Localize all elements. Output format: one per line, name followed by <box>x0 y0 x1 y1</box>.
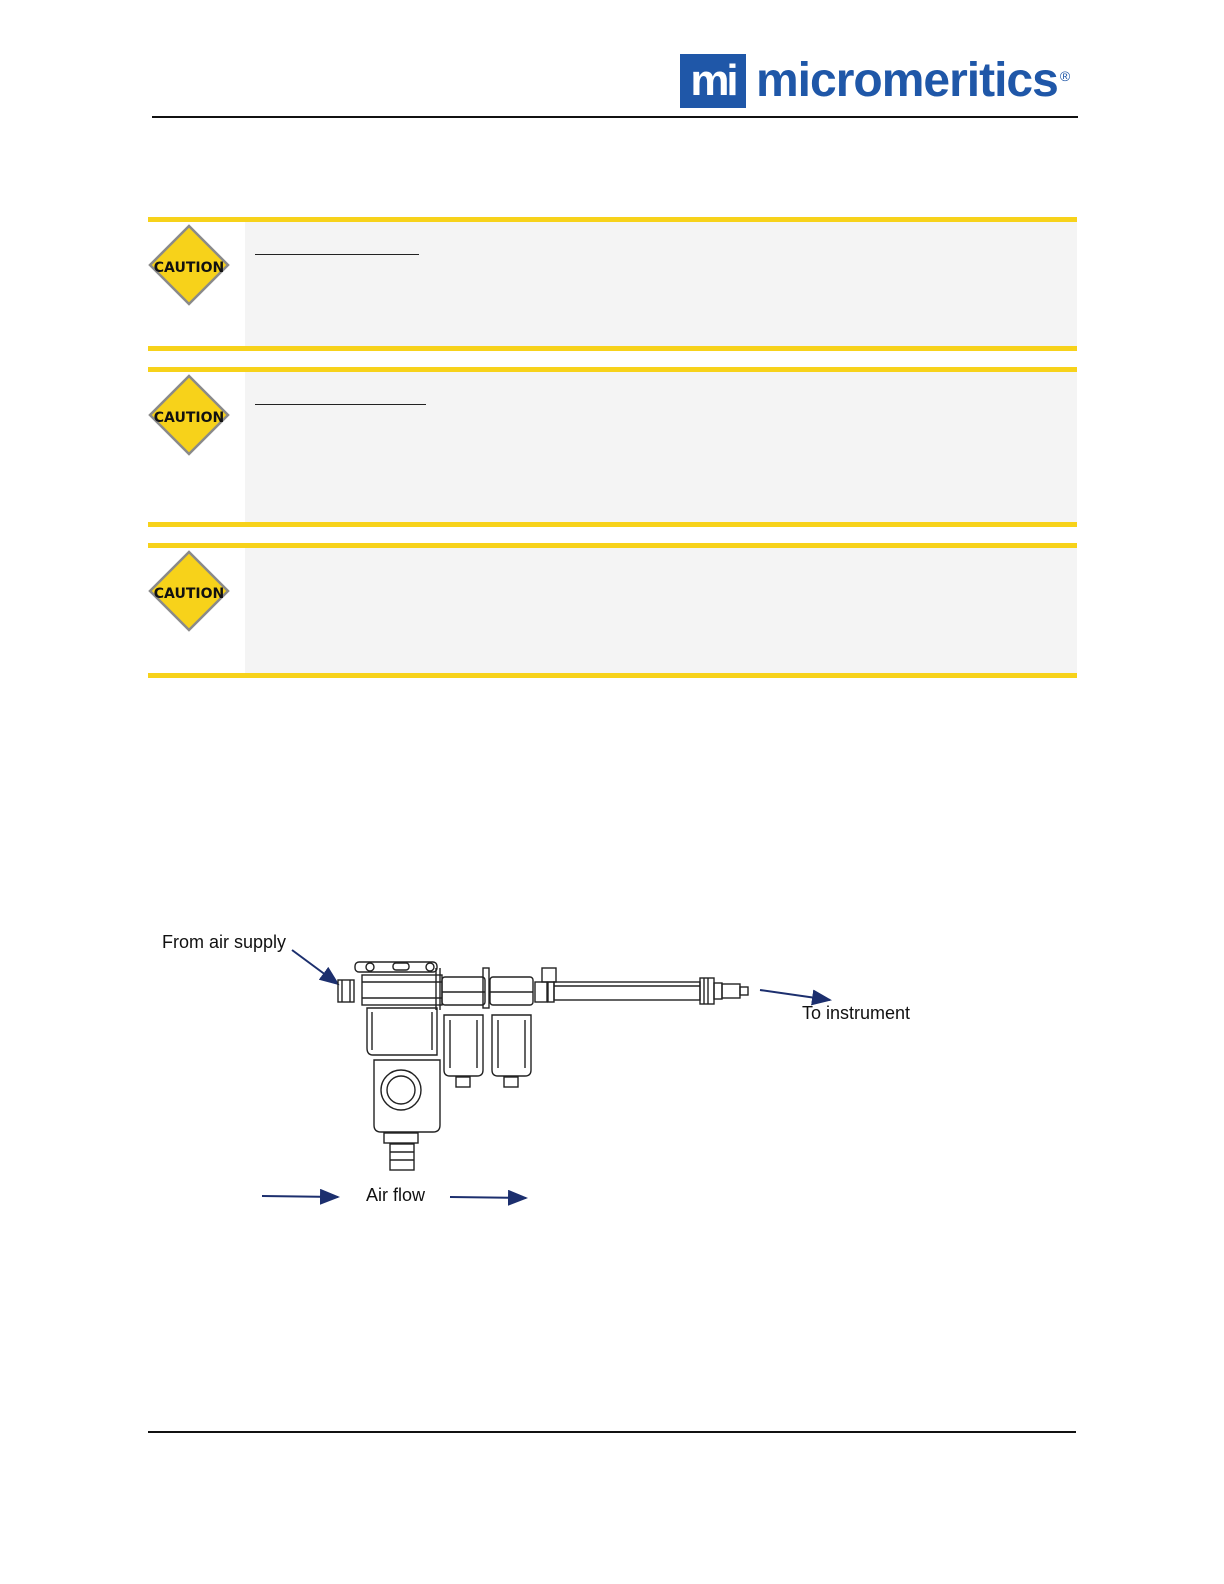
caution-heading-underline <box>255 404 426 405</box>
logo-mark: mi <box>680 54 746 108</box>
caution-sign-icon <box>148 374 230 456</box>
footer-rule <box>148 1431 1076 1433</box>
caution-panel <box>245 372 1077 522</box>
filter-assembly-drawing <box>150 920 950 1220</box>
caution-block-1 <box>148 217 1077 351</box>
logo-wordmark: micromeritics <box>756 54 1058 107</box>
caution-sign-icon <box>148 550 230 632</box>
brand-logo <box>680 54 1070 108</box>
caution-block-3 <box>148 543 1077 678</box>
air-filter-diagram <box>150 920 950 1220</box>
svg-text:CAUTION: CAUTION <box>153 260 225 276</box>
caution-heading-underline <box>255 254 419 255</box>
outlet-arrow <box>760 990 830 1000</box>
svg-text:CAUTION: CAUTION <box>153 410 225 426</box>
registered-mark: ® <box>1059 68 1071 84</box>
label-to-instrument: To instrument <box>802 1003 911 1023</box>
caution-panel <box>245 548 1077 673</box>
label-from-air-supply: From air supply <box>162 932 287 952</box>
caution-sign-icon <box>148 224 230 306</box>
airflow-arrow-left <box>262 1196 338 1197</box>
airflow-arrow-right <box>450 1197 526 1198</box>
caution-block-2 <box>148 367 1077 527</box>
inlet-arrow <box>292 950 338 984</box>
label-air-flow: Air flow <box>366 1185 426 1205</box>
caution-panel <box>245 222 1077 346</box>
header-rule <box>152 116 1078 118</box>
svg-text:CAUTION: CAUTION <box>153 586 225 602</box>
